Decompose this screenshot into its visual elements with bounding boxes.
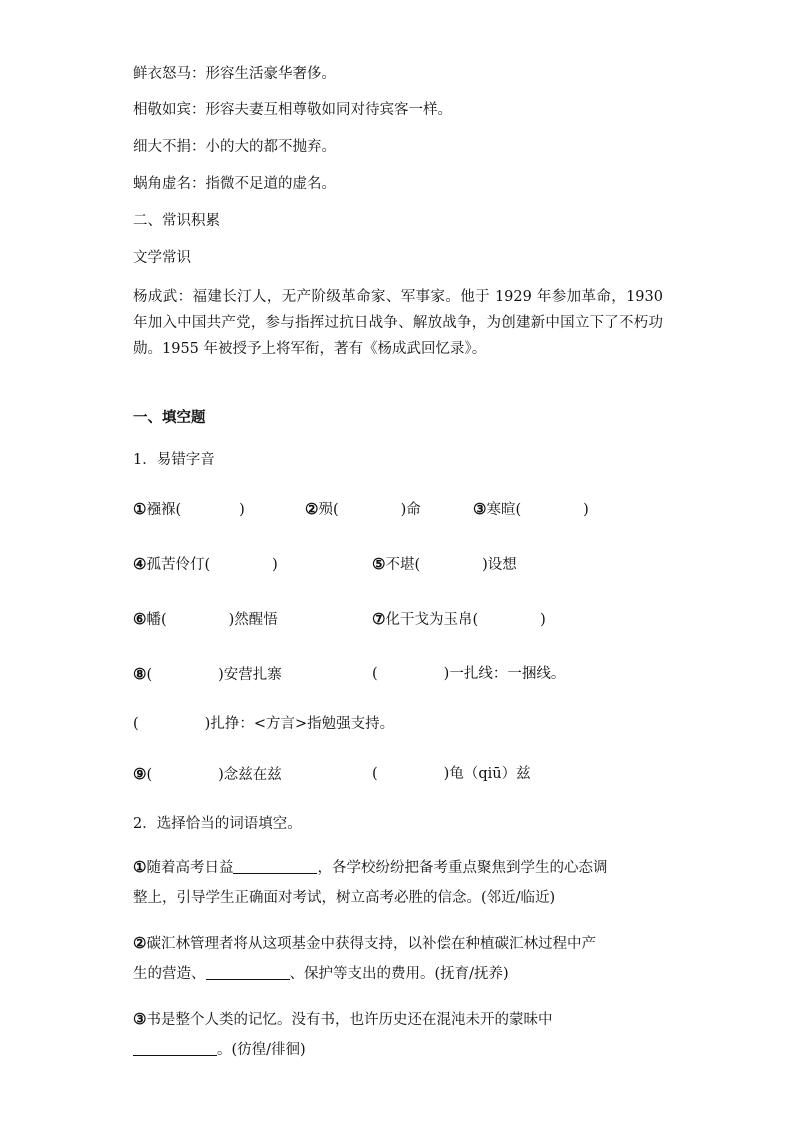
item-text: 。(彷徨/徘徊) xyxy=(217,1042,306,1058)
pinyin-item xyxy=(305,499,421,520)
item-text: )一扎线：一捆线。 xyxy=(443,666,566,682)
item-number: ③ xyxy=(133,1010,147,1028)
item-number: ⑨ xyxy=(133,765,147,783)
q2-title: 2．选择恰当的词语填空。 xyxy=(133,816,302,832)
pinyin-item xyxy=(372,554,517,575)
idiom-definition: ：形容生活豪华奢侈。 xyxy=(191,66,336,82)
word-choice-item xyxy=(133,1009,552,1030)
item-text: )念兹在兹 xyxy=(218,767,282,783)
idiom-line xyxy=(133,174,336,194)
item-number: ⑧ xyxy=(133,665,147,683)
item-text: 随着高考日益 xyxy=(146,860,234,876)
item-text: )龟（qiū）兹 xyxy=(443,766,531,782)
idiom-line xyxy=(133,137,336,157)
item-number: ⑥ xyxy=(133,610,147,628)
literature-heading: 文学常识 xyxy=(133,250,191,266)
section-heading-common: 二、常识积累 xyxy=(133,213,220,229)
item-text: )命 xyxy=(400,502,421,518)
item-text: ( xyxy=(133,716,139,732)
pinyin-item xyxy=(133,714,394,734)
item-text: 寒暄( xyxy=(486,502,522,518)
word-choice-item-line2 xyxy=(133,1040,306,1060)
item-text: ) xyxy=(583,502,589,518)
idiom-definition: ：指微不足道的虚名。 xyxy=(191,176,336,192)
yang-chengwu-paragraph: 杨成武：福建长汀人，无产阶级革命家、军事家。他于 1929 年参加革命，1930 年加入中国共产党，参与指挥过抗日战争、解放战争，为创建新中国立下了不朽功勋。1955 年被授予上将军衔，著有《杨成武回忆录》。 xyxy=(133,289,663,357)
word-choice-item xyxy=(133,857,607,878)
item-text: ( xyxy=(146,767,153,783)
item-number: ① xyxy=(133,500,147,518)
item-text: 孤苦伶仃( xyxy=(146,557,211,573)
idiom-line xyxy=(133,100,452,120)
pinyin-item xyxy=(133,609,278,630)
item-text: ) xyxy=(540,612,546,628)
idiom-term: 鲜衣怒马 xyxy=(133,66,191,82)
pinyin-item xyxy=(372,609,546,630)
pinyin-item xyxy=(133,764,282,785)
pinyin-item xyxy=(372,664,565,684)
item-number: ⑦ xyxy=(372,610,386,628)
word-choice-item xyxy=(133,933,596,954)
idiom-term: 蜗角虚名 xyxy=(133,176,191,192)
item-number: ⑤ xyxy=(372,555,386,573)
q1-title: 1．易错字音 xyxy=(133,452,215,468)
item-text: 、保护等支出的费用。(抚育/抚养) xyxy=(289,966,509,982)
idiom-definition: ：形容夫妻互相尊敬如同对待宾客一样。 xyxy=(191,102,452,118)
item-text: 幡( xyxy=(146,612,167,628)
answer-blank[interactable] xyxy=(233,859,317,874)
pinyin-item xyxy=(372,764,531,784)
answer-blank[interactable] xyxy=(133,1041,217,1056)
item-text: 书是整个人类的记忆。没有书，也许历史还在混沌未开的蒙昧中 xyxy=(146,1012,553,1028)
item-number: ② xyxy=(305,500,319,518)
item-text: ( xyxy=(372,766,378,782)
pinyin-item xyxy=(133,499,245,520)
idiom-line xyxy=(133,64,336,84)
answer-blank[interactable] xyxy=(206,965,290,980)
item-number: ③ xyxy=(473,500,487,518)
item-text: ) xyxy=(272,557,278,573)
item-number: ④ xyxy=(133,555,147,573)
item-text: 化干戈为玉帛( xyxy=(385,612,479,628)
item-text: ( xyxy=(146,667,153,683)
pinyin-item xyxy=(133,664,282,685)
pinyin-item xyxy=(133,554,278,575)
item-text: )安营扎寨 xyxy=(218,667,282,683)
item-text: 整上，引导学生正确面对考试，树立高考必胜的信念。(邻近/临近) xyxy=(133,890,556,906)
item-number: ① xyxy=(133,858,147,876)
idiom-term: 相敬如宾 xyxy=(133,102,191,118)
item-text: 生的营造、 xyxy=(133,966,206,982)
item-text: )设想 xyxy=(482,557,517,573)
idiom-definition: ：小的大的都不抛弃。 xyxy=(191,139,336,155)
item-text: ，各学校纷纷把备考重点聚焦到学生的心态调 xyxy=(317,860,608,876)
item-number: ② xyxy=(133,934,147,952)
item-text: 碳汇林管理者将从这项基金中获得支持，以补偿在种植碳汇林过程中产 xyxy=(146,936,596,952)
item-text: ( xyxy=(372,666,378,682)
item-text: ) xyxy=(239,502,245,518)
item-text: )扎挣：<方言>指勉强支持。 xyxy=(204,716,395,732)
item-text: 殒( xyxy=(318,502,339,518)
item-text: )然醒悟 xyxy=(228,612,278,628)
idiom-term: 细大不捐 xyxy=(133,139,191,155)
pinyin-item xyxy=(473,499,589,520)
word-choice-item-line2 xyxy=(133,964,509,984)
item-text: 不堪( xyxy=(385,557,421,573)
item-text: 襁褓( xyxy=(146,502,182,518)
fill-blank-heading: 一、填空题 xyxy=(133,409,206,426)
